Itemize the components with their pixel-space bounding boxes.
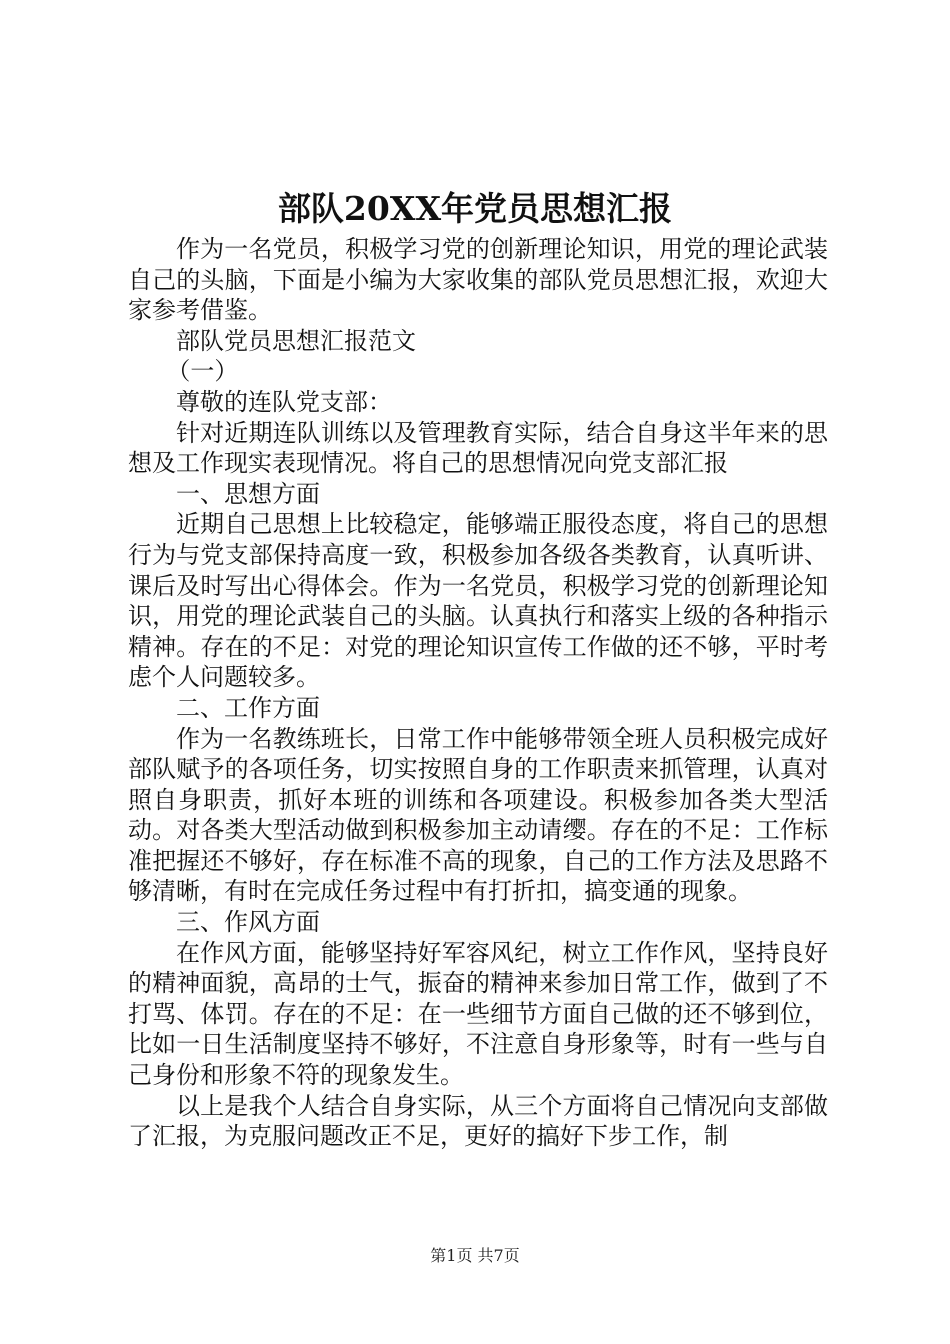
section-heading-work: 二、工作方面 — [176, 693, 320, 722]
paragraph-thought: 近期自己思想上比较稳定，能够端正服役态度，将自己的思想行为与党支部保持高度一致，积极参加各级各类教育，认真听讲、课后及时写出心得体会。作为一名党员，积极学习党的创新理论知识，用党的理论武装自己的头脑。认真执行和落实上级的各种指示精神。存在的不足：对党的理论知识宣传工作做的还不够，平时考虑个人问题较多。 — [128, 510, 828, 692]
paragraph-work: 作为一名教练班长，日常工作中能够带领全班人员积极完成好部队赋予的各项任务，切实按照自身的工作职责来抓管理，认真对照自身职责，抓好本班的训练和各项建设。积极参加各类大型活动。对各类大型活动做到积极参加主动请缨。存在的不足：工作标准把握还不够好，存在标准不高的现象，自己的工作方法及思路不够清晰，有时在完成任务过程中有打折扣，搞变通的现象。 — [128, 724, 828, 906]
paragraph-number-one: （一） — [166, 357, 239, 386]
paragraph-intro: 作为一名党员，积极学习党的创新理论知识，用党的理论武装自己的头脑，下面是小编为大家收集的部队党员思想汇报，欢迎大家参考借鉴。 — [128, 235, 828, 325]
section-heading-thought: 一、思想方面 — [176, 479, 320, 508]
section-heading-style: 三、作风方面 — [176, 908, 320, 937]
document-body — [128, 234, 828, 1152]
page-footer: 第1页 共7页 — [430, 1246, 520, 1265]
paragraph-preface: 针对近期连队训练以及管理教育实际，结合自身这半年来的思想及工作现实表现情况。将自己的思想情况向党支部汇报 — [128, 418, 828, 478]
paragraph-heading-sample: 部队党员思想汇报范文 — [176, 326, 416, 355]
paragraph-salutation: 尊敬的连队党支部： — [176, 387, 392, 416]
document-title: 部队20XX年党员思想汇报 — [277, 189, 673, 228]
paragraph-conclusion: 以上是我个人结合自身实际，从三个方面将自己情况向支部做了汇报，为克服问题改正不足，更好的搞好下步工作，制 — [128, 1091, 828, 1151]
paragraph-style: 在作风方面，能够坚持好军容风纪，树立工作作风，坚持良好的精神面貌，高昂的士气，振奋的精神来参加日常工作，做到了不打骂、体罚。存在的不足：在一些细节方面自己做的还不够到位，比如一日生活制度坚持不够好，不注意自身形象等，时有一些与自己身份和形象不符的现象发生。 — [128, 938, 828, 1090]
